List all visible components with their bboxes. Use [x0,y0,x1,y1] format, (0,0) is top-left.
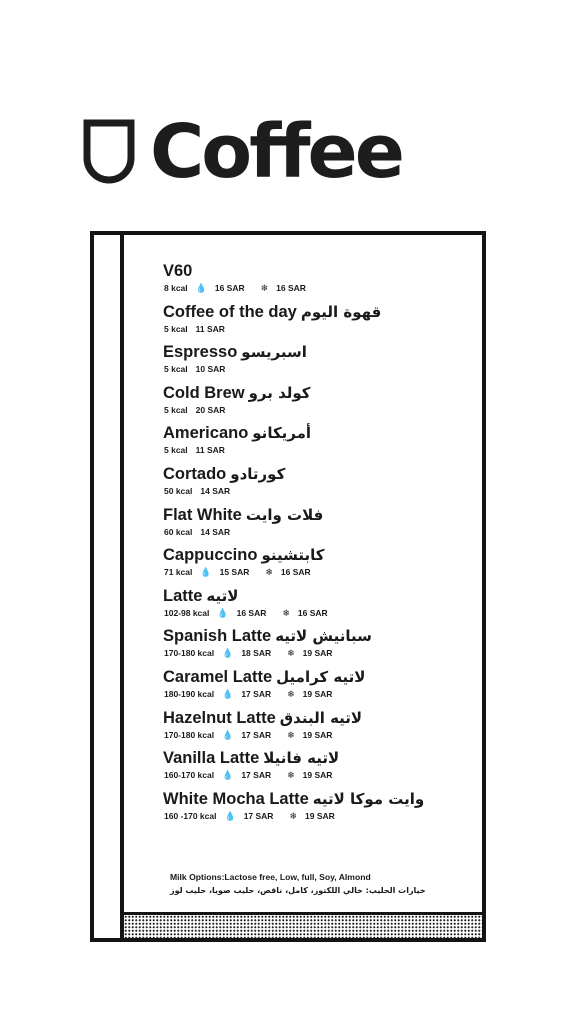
menu-item-name-ar: لاتيه كراميل [276,667,366,686]
menu-item-price: 14 SAR [200,526,231,537]
menu-item-name [163,668,365,687]
menu-item-name [163,749,339,768]
menu-item-name [163,384,311,403]
menu-item-meta [164,405,233,416]
menu-item-name-ar: كولد برو [248,383,311,402]
menu-item-name-ar: لاتيه البندق [279,708,363,727]
hot-drop-icon: 💧 [222,688,234,699]
menu-item-name-ar: قهوة اليوم [300,302,382,321]
menu-item-name-en: Espresso [163,343,238,362]
menu-item-name [163,465,285,484]
menu-item-name-ar: لاتيه فانيلا [263,749,340,768]
cold-snowflake-icon: ❄ [282,607,290,618]
menu-item-cold-price: ❄ 19 SAR [287,648,333,659]
menu-list [163,262,473,830]
menu-item-kcal: 5 kcal [164,323,188,334]
menu-item-kcal: 170-180 kcal [164,729,215,740]
menu-item [163,668,473,709]
cold-snowflake-icon: ❄ [287,648,295,659]
menu-item-name-en: Cappuccino [163,546,258,565]
menu-item-meta [164,486,238,497]
menu-item [163,587,473,628]
menu-item [163,506,473,547]
menu-item-name-en: Coffee of the day [163,302,297,321]
menu-item-meta [164,689,348,700]
menu-item-meta [164,527,238,538]
menu-item-kcal: 71 kcal [164,567,193,578]
menu-item-name [163,343,307,362]
menu-item [163,546,473,587]
hot-drop-icon: 💧 [217,607,229,618]
hot-drop-icon: 💧 [195,283,207,293]
menu-item-name-en: Cortado [163,464,227,483]
menu-item-kcal: 60 kcal [164,526,193,537]
menu-item-kcal: 160 -170 kcal [164,810,217,821]
menu-item-kcal: 180-190 kcal [164,688,215,699]
menu-item-kcal: 50 kcal [164,485,193,496]
menu-item-meta [164,608,344,619]
menu-item-hot-price: 💧 17 SAR [222,729,272,740]
menu-item-hot-price: 💧 17 SAR [222,688,272,699]
menu-item-name-ar: فلات وايت [245,505,324,524]
menu-item-name-en: Cold Brew [163,383,245,402]
menu-item-name-en: Americano [163,424,249,443]
hot-drop-icon: 💧 [222,729,234,740]
milk-options [170,871,470,897]
menu-item-name-ar: كابتشينو [261,546,325,565]
menu-item-price: 10 SAR [195,364,226,375]
menu-item-cold-price: ❄ 19 SAR [287,770,333,781]
menu-item [163,790,473,831]
hot-drop-icon: 💧 [224,810,236,821]
milk-options-ar: خيارات الحليب: خالي اللكتوز، كامل، ناقص، حليب صويا، حليب لوز [170,886,426,895]
menu-item-name-ar: سبانيش لاتيه [275,627,372,646]
menu-item-cold-price: ❄ 16 SAR [260,283,306,293]
menu-item-name-ar: وايت موكا لاتيه [312,789,425,808]
cold-snowflake-icon: ❄ [260,283,269,293]
menu-item-meta [164,770,348,781]
menu-item [163,384,473,425]
menu-item-name-ar: اسبريسو [241,343,307,362]
menu-item-name-en: Flat White [163,505,242,524]
menu-item [163,303,473,344]
cold-snowflake-icon: ❄ [287,688,295,699]
menu-item-kcal: 5 kcal [164,364,188,375]
cold-snowflake-icon: ❄ [265,567,273,578]
menu-item-price: 20 SAR [195,404,226,415]
cold-snowflake-icon: ❄ [287,729,295,740]
menu-item [163,424,473,465]
cold-snowflake-icon: ❄ [289,810,297,821]
menu-item-name-ar: لاتيه [206,586,239,605]
menu-item-kcal: 5 kcal [164,404,188,415]
menu-item-kcal: 102-98 kcal [164,607,210,618]
menu-item-price: 11 SAR [195,323,225,334]
menu-item-meta [164,730,348,741]
menu-item-hot-price: 💧 17 SAR [224,810,274,821]
menu-item-meta [164,648,348,659]
menu-item [163,709,473,750]
menu-item-cold-price: ❄ 19 SAR [289,810,335,821]
menu-board [90,231,486,942]
menu-item-name-en: Spanish Latte [163,627,272,646]
menu-item-name [163,424,311,443]
menu-item-cold-price: ❄ 19 SAR [287,729,333,740]
menu-item [163,749,473,790]
shield-cup-icon [82,118,136,184]
menu-item-name [163,790,424,809]
menu-item-meta [164,283,322,294]
menu-item-name [163,303,381,322]
menu-item-kcal: 170-180 kcal [164,648,215,659]
milk-options-en: Milk Options:Lactose free, Low, full, Soy, Almond [170,872,371,882]
hot-drop-icon: 💧 [200,567,212,578]
menu-item [163,262,473,303]
menu-item [163,465,473,506]
menu-item-name [163,709,362,728]
menu-item [163,343,473,384]
menu-item-price: 11 SAR [195,445,225,456]
menu-item-name-en: Hazelnut Latte [163,708,276,727]
menu-item-name [163,262,192,281]
menu-item-meta [164,811,351,822]
menu-item-name-en: V60 [163,262,193,280]
menu-item-hot-price: 💧 16 SAR [195,283,245,293]
menu-item-hot-price: 💧 18 SAR [222,648,272,659]
menu-item-meta [164,364,233,375]
menu-item-kcal: 160-170 kcal [164,770,215,781]
menu-item-cold-price: ❄ 16 SAR [265,567,311,578]
menu-item-meta [164,324,233,335]
menu-item-name-ar: أمريكانو [252,424,312,443]
menu-item-hot-price: 💧 16 SAR [217,607,267,618]
hot-drop-icon: 💧 [222,648,234,659]
menu-item-kcal: 5 kcal [164,445,188,456]
menu-item-price: 14 SAR [200,485,231,496]
menu-item-cold-price: ❄ 19 SAR [287,688,333,699]
menu-item-name-en: White Mocha Latte [163,789,309,808]
board-side-rule [120,235,124,938]
menu-item-name-en: Vanilla Latte [163,749,260,768]
menu-item-name-en: Latte [163,586,203,605]
menu-item-meta [164,445,233,456]
brand-title: Coffee [150,109,402,195]
hot-drop-icon: 💧 [222,770,234,781]
menu-item-name [163,506,323,525]
menu-item-kcal: 8 kcal [164,283,188,293]
cold-snowflake-icon: ❄ [287,770,295,781]
menu-item-name-ar: كورتادو [230,464,286,483]
menu-item-meta [164,567,327,578]
dotted-footer-strip [124,912,482,938]
menu-item [163,627,473,668]
menu-item-name [163,546,324,565]
menu-item-name [163,587,238,606]
menu-item-name-en: Caramel Latte [163,667,273,686]
menu-item-cold-price: ❄ 16 SAR [282,607,328,618]
menu-item-hot-price: 💧 17 SAR [222,770,272,781]
menu-item-hot-price: 💧 15 SAR [200,567,250,578]
menu-item-name [163,627,372,646]
